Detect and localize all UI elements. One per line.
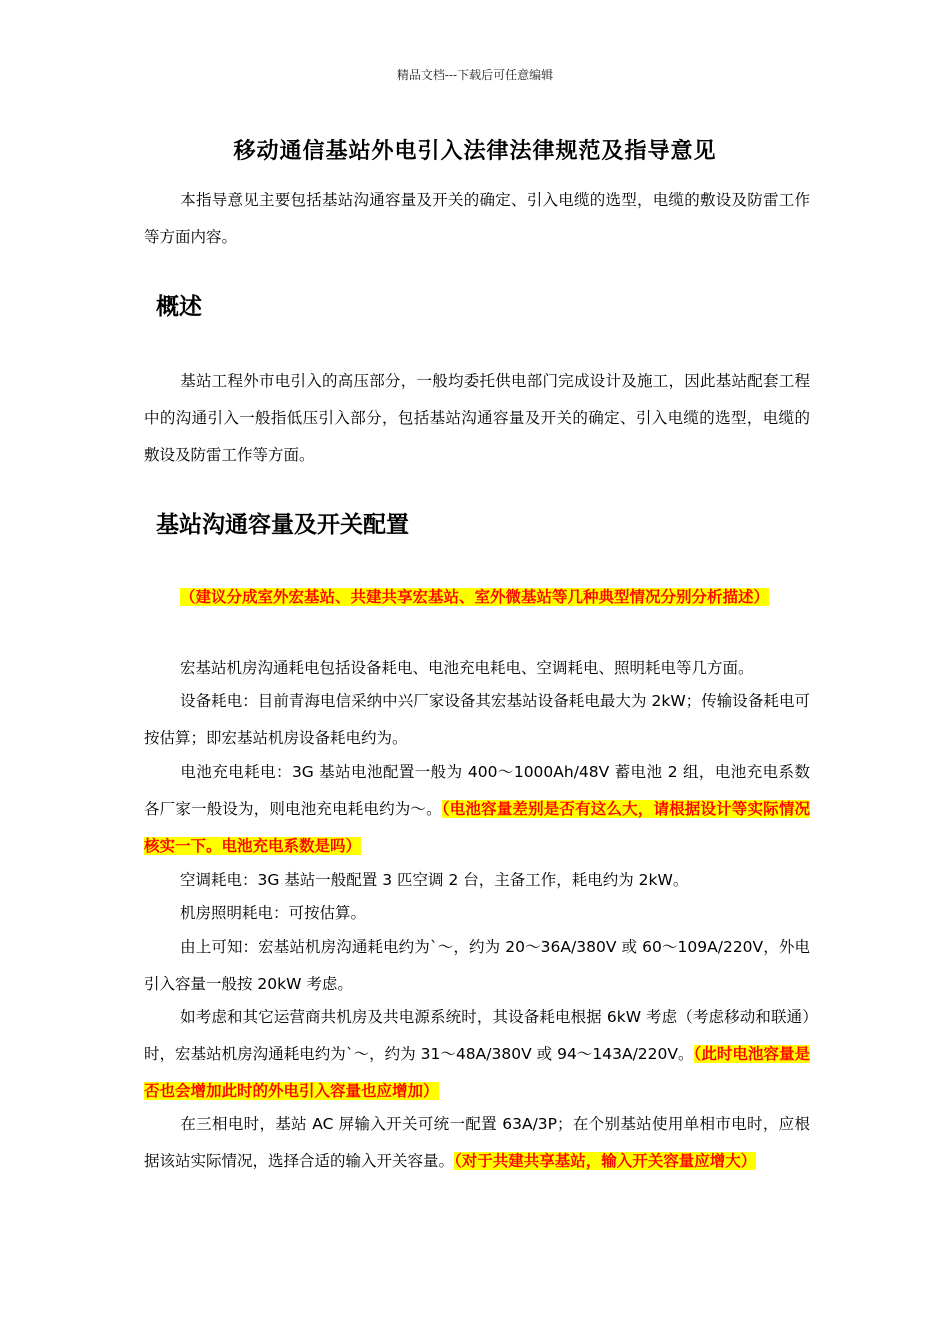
intro-paragraph <box>144 182 810 256</box>
paragraph-text: 宏基站机房沟通耗电包括设备耗电、电池充电耗电、空调耗电、照明耗电等几方面。 <box>180 659 754 677</box>
highlight-note: （对于共建共享基站，输入开关容量应增大） <box>454 1152 757 1170</box>
paragraph-text: 由上可知：宏基站机房沟通耗电约为`～，约为 20～36A/380V 或 60～109A/220V，外电引入容量一般按 20kW 考虑。 <box>144 938 810 993</box>
header-note: 精品文档---下载后可任意编辑 <box>396 68 554 82</box>
paragraph-text: 设备耗电：目前青海电信采纳中兴厂家设备其宏基站设备耗电最大为 2kW；传输设备耗电可按估算；即宏基站机房设备耗电约为。 <box>144 692 810 747</box>
paragraph-summary <box>144 929 810 1003</box>
paragraph-equipment-power <box>144 683 810 757</box>
highlight-note: （此时电池容量是否也会增加此时的外电引入容量也应增加） <box>144 1045 810 1100</box>
overview-paragraph <box>144 363 810 474</box>
highlight-note: （建议分成室外宏基站、共建共享宏基站、室外微基站等几种典型情况分别分析描述） <box>180 588 770 606</box>
section-heading-capacity: 基站沟通容量及开关配置 <box>156 512 409 538</box>
document-title: 移动通信基站外电引入法律法律规范及指导意见 <box>233 139 717 164</box>
paragraph-input-switch <box>144 1106 810 1180</box>
note-paragraph <box>144 579 810 616</box>
paragraph-text: 电池充电耗电：3G 基站电池配置一般为 400～1000Ah/48V 蓄电池 2 组，电池充电系数各厂家一般设为，则电池充电耗电约为～。 <box>144 763 810 818</box>
intro-text: 本指导意见主要包括基站沟通容量及开关的确定、引入电缆的选型，电缆的敷设及防雷工作等方面内容。 <box>144 191 810 246</box>
paragraph-text: 在三相电时，基站 AC 屏输入开关可统一配置 63A/3P；在个别基站使用单相市电时，应根据该站实际情况，选择合适的输入开关容量。 <box>144 1115 810 1170</box>
paragraph-text: 如考虑和其它运营商共机房及共电源系统时，其设备耗电根据 6kW 考虑（考虑移动和联通）时，宏基站机房沟通耗电约为`～，约为 31～48A/380V 或 94～143A/220V。 <box>144 1008 810 1063</box>
paragraph-text: 机房照明耗电：可按估算。 <box>180 904 367 922</box>
paragraph-power-overview <box>144 650 810 687</box>
overview-text: 基站工程外市电引入的高压部分，一般均委托供电部门完成设计及施工，因此基站配套工程中的沟通引入一般指低压引入部分，包括基站沟通容量及开关的确定、引入电缆的选型，电缆的敷设及防雷工作等方面。 <box>144 372 810 464</box>
paragraph-battery-power <box>144 754 810 865</box>
paragraph-lighting-power <box>144 895 810 932</box>
highlight-note: （电池容量差别是否有这么大，请根据设计等实际情况核实一下。电池充电系数是吗） <box>144 800 810 855</box>
paragraph-shared-site <box>144 999 810 1110</box>
section-heading-overview: 概述 <box>156 294 202 320</box>
paragraph-ac-power <box>144 862 810 899</box>
paragraph-text: 空调耗电：3G 基站一般配置 3 匹空调 2 台，主备工作，耗电约为 2kW。 <box>180 871 689 889</box>
